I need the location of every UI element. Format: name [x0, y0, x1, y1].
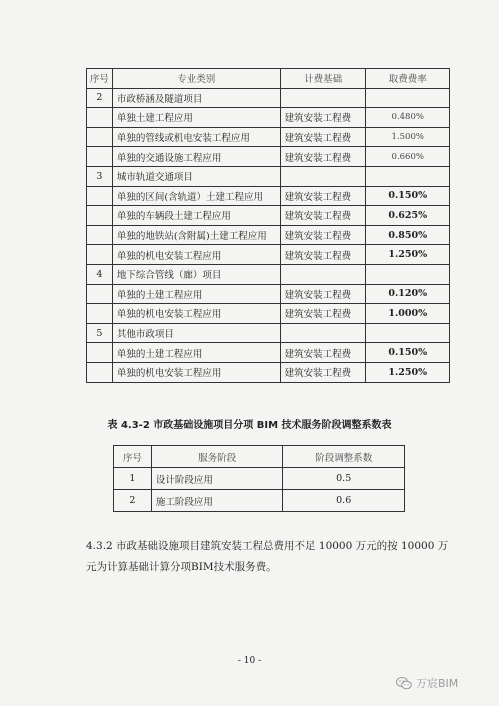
row-rate [366, 323, 450, 343]
row-rate: 0.150% [366, 343, 450, 363]
row-rate: 0.660% [366, 147, 450, 167]
row-index: 5 [87, 323, 113, 343]
table-row [87, 343, 450, 363]
row-index [87, 225, 113, 245]
table-row [87, 362, 450, 382]
row-rate: 0.120% [366, 284, 450, 304]
table-row [114, 490, 405, 512]
table-row [87, 245, 450, 265]
table-row [87, 186, 450, 206]
row-rate [366, 166, 450, 186]
wechat-icon [396, 677, 412, 690]
group-row [87, 166, 450, 186]
row-basis [280, 323, 366, 343]
row-rate [366, 88, 450, 108]
header-index: 序号 [114, 446, 152, 468]
row-category: 单独的交通设施工程应用 [112, 147, 280, 167]
row-category: 市政桥涵及隧道项目 [112, 88, 280, 108]
row-basis: 建筑安装工程费 [280, 225, 366, 245]
header-stage: 服务阶段 [151, 446, 283, 468]
row-basis [280, 166, 366, 186]
row-rate: 0.625% [366, 206, 450, 226]
row-basis: 建筑安装工程费 [280, 362, 366, 382]
row-category: 地下综合管线（廊）项目 [112, 264, 280, 284]
row-index: 4 [87, 264, 113, 284]
table-row [87, 108, 450, 128]
row-index [87, 186, 113, 206]
row-basis: 建筑安装工程费 [280, 127, 366, 147]
row-rate [366, 264, 450, 284]
table-row [87, 206, 450, 226]
table-caption: 表 4.3-2 市政基础设施项目分项 BIM 技术服务阶段调整系数表 [107, 420, 392, 431]
row-index: 3 [87, 166, 113, 186]
row-factor: 0.6 [283, 490, 405, 512]
row-rate: 0.850% [366, 225, 450, 245]
row-index [87, 284, 113, 304]
row-index [87, 127, 113, 147]
row-index [87, 108, 113, 128]
row-rate: 1.250% [366, 362, 450, 382]
group-row [87, 264, 450, 284]
table-row [87, 147, 450, 167]
row-category: 单独的机电安装工程应用 [112, 245, 280, 265]
header-rate: 取费费率 [366, 69, 450, 89]
row-rate: 1.000% [366, 304, 450, 324]
row-index [87, 304, 113, 324]
row-basis: 建筑安装工程费 [280, 206, 366, 226]
row-rate: 1.250% [366, 245, 450, 265]
row-basis [280, 264, 366, 284]
watermark-text: 万宸BIM [416, 677, 459, 690]
row-category: 单独的土建工程应用 [112, 284, 280, 304]
table-row [87, 127, 450, 147]
row-basis [280, 88, 366, 108]
row-index: 2 [87, 88, 113, 108]
row-basis: 建筑安装工程费 [280, 245, 366, 265]
group-row [87, 88, 450, 108]
row-stage: 施工阶段应用 [151, 490, 283, 512]
table-row [87, 284, 450, 304]
table-header-row [87, 69, 450, 89]
row-basis: 建筑安装工程费 [280, 284, 366, 304]
row-basis: 建筑安装工程费 [280, 147, 366, 167]
row-index: 1 [114, 468, 152, 490]
row-category: 单独的管线或机电安装工程应用 [112, 127, 280, 147]
row-rate: 0.150% [366, 186, 450, 206]
row-index: 2 [114, 490, 152, 512]
row-category: 单独的土建工程应用 [112, 343, 280, 363]
row-index [87, 147, 113, 167]
stage-factor-table [113, 445, 405, 512]
row-category: 单独的车辆段土建工程应用 [112, 206, 280, 226]
row-category: 单独的地铁站(含附属)土建工程应用 [112, 225, 280, 245]
clause-paragraph: 4.3.2 市政基础设施项目建筑安装工程总费用不足 10000 万元的按 10000 万元为计算基础计算分项BIM技术服务费。 [86, 540, 449, 573]
table-row [87, 304, 450, 324]
table-row [87, 225, 450, 245]
header-factor: 阶段调整系数 [283, 446, 405, 468]
row-stage: 设计阶段应用 [151, 468, 283, 490]
row-category: 城市轨道交通项目 [112, 166, 280, 186]
row-category: 单独的区间(含轨道）土建工程应用 [112, 186, 280, 206]
row-basis: 建筑安装工程费 [280, 343, 366, 363]
watermark [396, 675, 458, 691]
table-header-row [114, 446, 405, 468]
row-factor: 0.5 [283, 468, 405, 490]
table-row [114, 468, 405, 490]
row-rate: 0.480% [366, 108, 450, 128]
row-basis: 建筑安装工程费 [280, 108, 366, 128]
row-category: 单独的机电安装工程应用 [112, 362, 280, 382]
row-category: 其他市政项目 [112, 323, 280, 343]
row-basis: 建筑安装工程费 [280, 304, 366, 324]
header-category: 专业类别 [112, 69, 280, 89]
header-index: 序号 [87, 69, 113, 89]
page-number: - 10 - [237, 656, 262, 666]
row-index [87, 343, 113, 363]
row-index [87, 245, 113, 265]
row-category: 单独的机电安装工程应用 [112, 304, 280, 324]
fee-rate-table [86, 68, 450, 383]
group-row [87, 323, 450, 343]
row-rate: 1.500% [366, 127, 450, 147]
row-index [87, 362, 113, 382]
row-category: 单独土建工程应用 [112, 108, 280, 128]
row-index [87, 206, 113, 226]
row-basis: 建筑安装工程费 [280, 186, 366, 206]
header-basis: 计费基础 [280, 69, 366, 89]
